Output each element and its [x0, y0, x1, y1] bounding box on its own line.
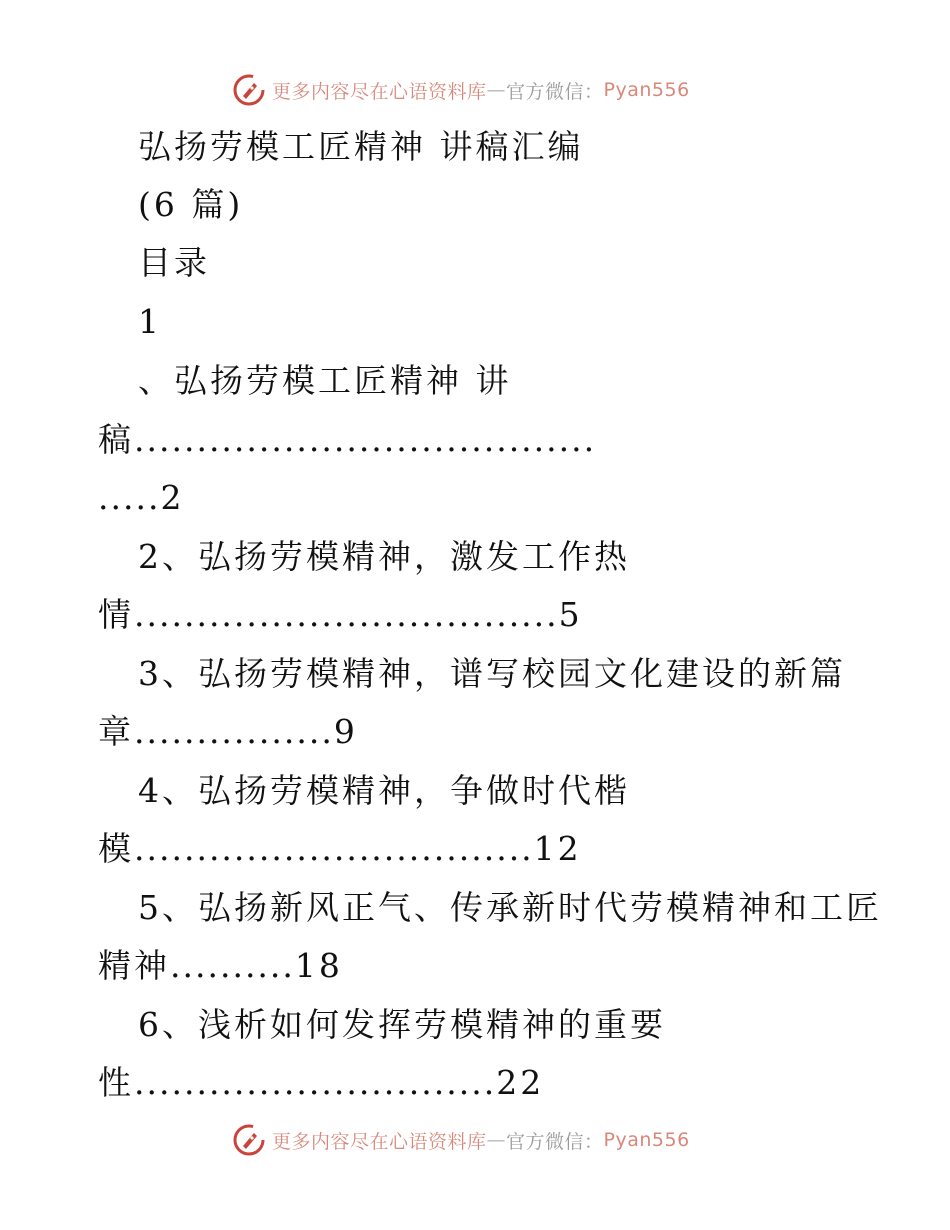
document-title: 弘扬劳模工匠精神 讲稿汇编 [138, 127, 584, 166]
toc-item-1-continuation[interactable] [98, 420, 596, 460]
toc-item-6-wrap: 性 [98, 1063, 134, 1102]
toc-item-2-prefix: 、 [162, 537, 198, 576]
document-count: (6 篇) [138, 185, 244, 224]
toc-item-1-page: 2 [160, 478, 185, 517]
toc-item-5-wrap: 精神 [98, 946, 170, 985]
toc-item-6-page: 22 [496, 1063, 545, 1102]
watermark-wechat-label: 官方微信： [506, 1130, 604, 1153]
toc-item-2-leader: .................................. [134, 595, 559, 634]
toc-item-4-page: 12 [533, 829, 582, 868]
toc-item-5-prefix: 、 [162, 888, 198, 927]
toc-item-6-number: 6 [138, 1005, 162, 1044]
toc-item-4-wrap: 模 [98, 829, 134, 868]
watermark-promo-text: 更多内容尽在心语资料库 [272, 80, 487, 103]
toc-item-3-title: 弘扬劳模精神，谱写校园文化建设的新篇 [198, 654, 846, 693]
toc-item-3-page: 9 [333, 712, 358, 751]
toc-item-3-number: 3 [138, 654, 162, 693]
toc-item-4-leader: ................................ [134, 829, 534, 868]
toc-item-1-heading[interactable] [138, 361, 512, 401]
toc-item-6-continuation[interactable] [98, 1063, 544, 1103]
pen-nib-logo-icon [232, 73, 266, 107]
toc-item-2-heading[interactable] [138, 537, 630, 577]
toc-item-2-page: 5 [558, 595, 583, 634]
toc-item-1-number: 1 [138, 302, 162, 341]
footer-watermark [232, 1120, 690, 1160]
toc-item-6-prefix: 、 [162, 1005, 198, 1044]
watermark-separator: — [486, 79, 507, 101]
toc-item-5-leader: .......... [170, 946, 295, 985]
toc-item-3-prefix: 、 [162, 654, 198, 693]
toc-item-1-leader: ..................................... [134, 420, 597, 459]
pen-nib-logo-icon [232, 1123, 266, 1157]
toc-item-2-title: 弘扬劳模精神，激发工作热 [198, 537, 630, 576]
toc-heading: 目录 [138, 243, 210, 282]
toc-item-6-heading[interactable] [138, 1005, 666, 1045]
toc-item-6-title: 浅析如何发挥劳模精神的重要 [198, 1005, 666, 1044]
toc-item-3-wrap: 章 [98, 712, 134, 751]
watermark-wechat-label: 官方微信： [506, 80, 604, 103]
watermark-wechat-id: Pyan556 [603, 79, 690, 101]
toc-item-4-continuation[interactable] [98, 829, 582, 869]
toc-item-5-heading[interactable] [138, 888, 882, 928]
toc-item-1-leader-2: ..... [98, 478, 161, 517]
toc-item-3-continuation[interactable] [98, 712, 358, 752]
toc-item-1-page-line[interactable] [98, 478, 184, 518]
header-watermark [232, 70, 690, 110]
toc-item-1-wrap: 稿 [98, 420, 134, 459]
toc-item-2-continuation[interactable] [98, 595, 583, 635]
watermark-wechat-id: Pyan556 [603, 1129, 690, 1151]
toc-item-3-leader: ................ [134, 712, 334, 751]
toc-item-5-number: 5 [138, 888, 162, 927]
toc-item-2-wrap: 情 [98, 595, 134, 634]
watermark-separator: — [486, 1129, 507, 1151]
watermark-promo-text: 更多内容尽在心语资料库 [272, 1130, 487, 1153]
toc-item-5-title: 弘扬新风正气、传承新时代劳模精神和工匠 [198, 888, 882, 927]
toc-item-5-page: 18 [294, 946, 343, 985]
toc-item-3-heading[interactable] [138, 654, 846, 694]
toc-item-5-continuation[interactable] [98, 946, 343, 986]
toc-item-1-prefix: 、 [138, 361, 174, 400]
toc-item-1-title: 弘扬劳模工匠精神 讲 [174, 361, 512, 400]
toc-item-2-number: 2 [138, 537, 162, 576]
toc-item-4-number: 4 [138, 771, 162, 810]
toc-item-6-leader: ............................. [134, 1063, 497, 1102]
toc-item-4-heading[interactable] [138, 771, 630, 811]
toc-item-4-title: 弘扬劳模精神，争做时代楷 [198, 771, 630, 810]
toc-item-4-prefix: 、 [162, 771, 198, 810]
